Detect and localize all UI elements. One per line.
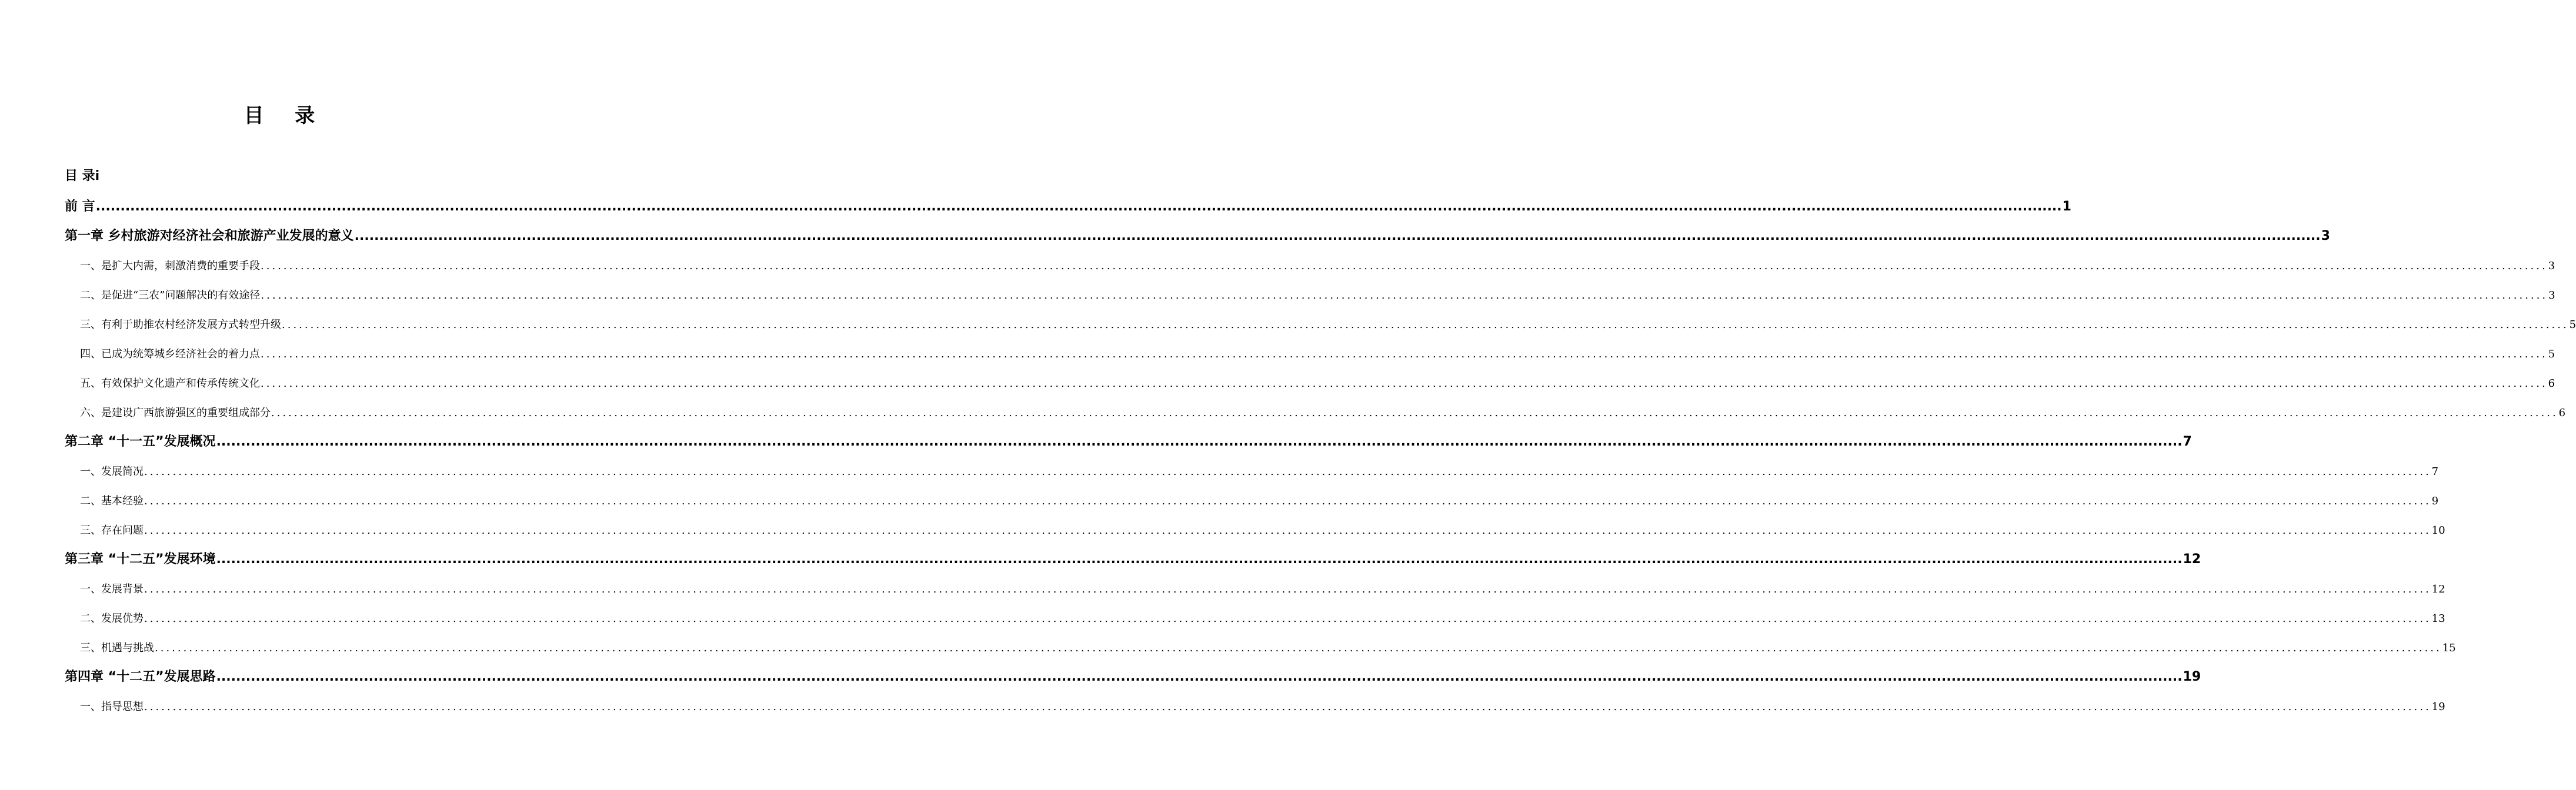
toc-page-number: 19	[2431, 701, 2445, 713]
toc-page-number: 6	[2558, 407, 2566, 419]
toc-page-number: 5	[2569, 319, 2576, 331]
toc-page-number: 15	[2442, 642, 2456, 654]
toc-chapter-entry[interactable]	[65, 426, 2192, 455]
toc-dot-leader: ................................................................................................................................................................................................................................................................................................................................................................................................................	[144, 495, 2431, 507]
toc-chapter-entry[interactable]	[65, 543, 2201, 573]
toc-page-number: 9	[2431, 495, 2439, 507]
toc-page-number: 3	[2321, 229, 2330, 243]
table-of-contents	[65, 161, 2576, 719]
toc-section-entry[interactable]	[65, 367, 2555, 396]
toc-entry-label: 一、指导思想	[80, 701, 144, 713]
toc-chapter-entry[interactable]	[65, 661, 2201, 690]
toc-page-number: 7	[2431, 466, 2439, 478]
toc-section-entry[interactable]	[65, 455, 2439, 484]
toc-dot-leader: ................................................................................................................................................................................................................................................................................................................................................................................................................	[271, 407, 2558, 419]
toc-page-number: 5	[2548, 348, 2555, 360]
toc-dot-leader: ................................................................................................................................................................................................................................................................................................................................................................................................................	[261, 348, 2548, 360]
toc-page-number: 19	[2183, 670, 2201, 684]
toc-entry-label: 二、是促进“三农”问题解决的有效途径	[80, 289, 261, 302]
toc-entry-label: 三、机遇与挑战	[80, 642, 154, 654]
toc-entry-label: 二、基本经验	[80, 495, 144, 507]
toc-entry-label: 一、发展背景	[80, 583, 144, 595]
toc-page-number: 10	[2431, 524, 2445, 537]
toc-dot-leader: ................................................................................................................................................................................................................................................................................................................................................................................................................	[216, 552, 2183, 567]
toc-dot-leader: ................................................................................................................................................................................................................................................................................................................................................................................................................	[261, 377, 2548, 390]
toc-section-entry[interactable]	[65, 249, 2555, 279]
toc-entry-label: 一、发展简况	[80, 466, 144, 478]
toc-section-entry[interactable]	[65, 631, 2456, 661]
toc-dot-leader: ................................................................................................................................................................................................................................................................................................................................................................................................................	[216, 670, 2183, 684]
toc-dot-leader: ................................................................................................................................................................................................................................................................................................................................................................................................................	[144, 612, 2431, 625]
toc-entry-label: 第二章 “十一五”发展概况	[65, 434, 216, 449]
toc-chapter-entry[interactable]	[65, 220, 2330, 249]
toc-entry-label: 三、存在问题	[80, 524, 144, 537]
toc-dot-leader: ................................................................................................................................................................................................................................................................................................................................................................................................................	[144, 583, 2431, 595]
toc-entry-label: 三、有利于助推农村经济发展方式转型升级	[80, 319, 281, 331]
toc-entry-label: 一、是扩大内需，刺激消费的重要手段	[80, 260, 260, 272]
toc-heading-entry[interactable]: 目 录i	[65, 169, 100, 183]
toc-section-entry[interactable]	[65, 484, 2439, 514]
toc-page-number: 12	[2183, 552, 2201, 567]
toc-chapter-entry[interactable]	[65, 190, 2071, 220]
toc-section-entry[interactable]	[65, 396, 2566, 426]
toc-entry-label: 第四章 “十二五”发展思路	[65, 670, 216, 684]
toc-dot-leader: ................................................................................................................................................................................................................................................................................................................................................................................................................	[354, 229, 2321, 243]
toc-page-number: 7	[2183, 434, 2192, 449]
toc-dot-leader: ................................................................................................................................................................................................................................................................................................................................................................................................................	[216, 434, 2183, 449]
toc-page-number: 3	[2548, 289, 2555, 302]
toc-entry-label: 前 言	[65, 199, 95, 214]
toc-section-entry[interactable]	[65, 690, 2445, 719]
toc-entry-label: 第三章 “十二五”发展环境	[65, 552, 216, 567]
toc-section-entry[interactable]	[65, 308, 2576, 337]
toc-dot-leader: ................................................................................................................................................................................................................................................................................................................................................................................................................	[155, 642, 2442, 654]
toc-page-number: 12	[2431, 583, 2445, 595]
toc-entry-label: 第一章 乡村旅游对经济社会和旅游产业发展的意义	[65, 229, 354, 243]
toc-dot-leader: ................................................................................................................................................................................................................................................................................................................................................................................................................	[282, 319, 2569, 331]
toc-entry-label: 五、有效保护文化遗产和传承传统文化	[80, 377, 260, 390]
toc-page-number: 6	[2548, 377, 2555, 390]
toc-section-entry[interactable]	[65, 514, 2445, 543]
toc-dot-leader: ................................................................................................................................................................................................................................................................................................................................................................................................................	[144, 524, 2431, 537]
toc-page-number: 1	[2062, 199, 2071, 214]
toc-page-number: 13	[2431, 612, 2445, 625]
toc-entry-label: 六、是建设广西旅游强区的重要组成部分	[80, 407, 271, 419]
toc-dot-leader: ................................................................................................................................................................................................................................................................................................................................................................................................................	[144, 466, 2431, 478]
toc-dot-leader: ................................................................................................................................................................................................................................................................................................................................................................................................................	[261, 260, 2548, 272]
page-title: 目 录	[243, 104, 327, 128]
toc-dot-leader: ................................................................................................................................................................................................................................................................................................................................................................................................................	[95, 199, 2062, 214]
toc-section-entry[interactable]	[65, 573, 2445, 602]
toc-entry-label: 二、发展优势	[80, 612, 144, 625]
toc-section-entry[interactable]	[65, 279, 2555, 308]
toc-section-entry[interactable]	[65, 602, 2445, 631]
toc-page-number: 3	[2548, 260, 2555, 272]
toc-entries	[65, 190, 2576, 719]
toc-dot-leader: ................................................................................................................................................................................................................................................................................................................................................................................................................	[261, 289, 2548, 302]
toc-section-entry[interactable]	[65, 337, 2555, 367]
toc-entry-label: 四、已成为统筹城乡经济社会的着力点	[80, 348, 260, 360]
toc-dot-leader: ................................................................................................................................................................................................................................................................................................................................................................................................................	[144, 701, 2431, 713]
